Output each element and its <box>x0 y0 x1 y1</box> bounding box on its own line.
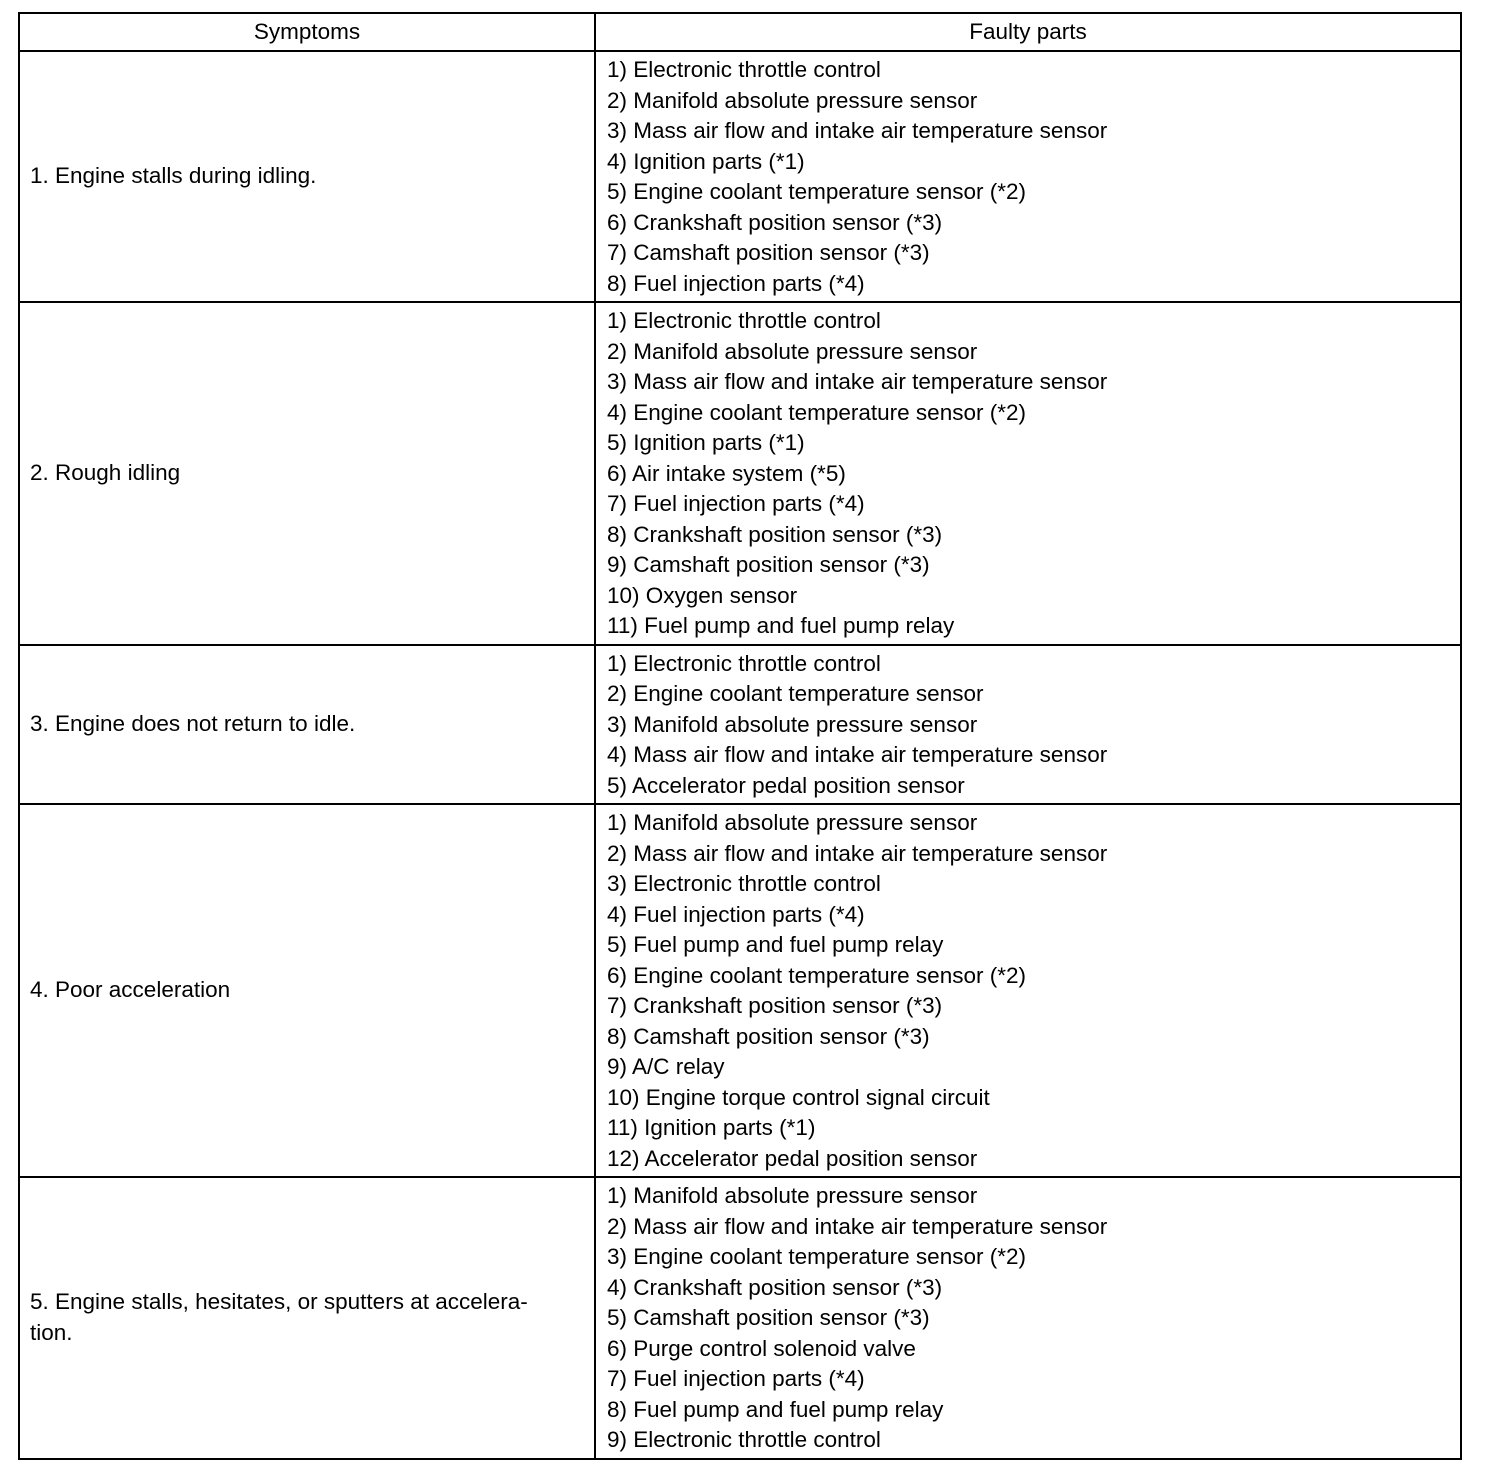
faulty-part-item: 1) Electronic throttle control <box>607 308 881 333</box>
faulty-part-item: 2) Manifold absolute pressure sensor <box>607 87 978 113</box>
faulty-part-item: 7) Fuel injection parts (*4) <box>607 1366 865 1391</box>
symptom-text: 4. Poor acceleration <box>30 977 231 1003</box>
symptom-text: 2. Rough idling <box>30 460 181 485</box>
faulty-part-item: 5) Accelerator pedal position sensor <box>607 772 965 798</box>
symptom-text-line: 5. Engine stalls, hesitates, or sputters at accelera- <box>30 1289 528 1315</box>
symptom-cell <box>19 804 595 1177</box>
faulty-part-item: 10) Engine torque control signal circuit <box>607 1084 990 1110</box>
faulty-part-item: 5) Ignition parts (*1) <box>607 430 805 455</box>
faulty-part-item: 1) Manifold absolute pressure sensor <box>607 1183 978 1208</box>
faulty-part-item: 2) Engine coolant temperature sensor <box>607 681 984 706</box>
faulty-part-item: 4) Crankshaft position sensor (*3) <box>607 1274 943 1300</box>
faulty-part-item: 5) Fuel pump and fuel pump relay <box>607 932 944 957</box>
faulty-part-item: 6) Engine coolant temperature sensor (*2) <box>607 962 1026 988</box>
faulty-parts-cell <box>595 302 1461 645</box>
faulty-parts-cell <box>595 804 1461 1177</box>
faulty-part-item: 1) Manifold absolute pressure sensor <box>607 810 978 835</box>
faulty-part-item: 4) Fuel injection parts (*4) <box>607 901 865 927</box>
header-row <box>19 13 1461 51</box>
table-row <box>19 1177 1461 1459</box>
faulty-part-item: 7) Camshaft position sensor (*3) <box>607 240 930 265</box>
faulty-parts-cell <box>595 645 1461 805</box>
table-row <box>19 645 1461 805</box>
faulty-part-item: 8) Camshaft position sensor (*3) <box>607 1023 930 1049</box>
faulty-part-item: 3) Mass air flow and intake air temperature sensor <box>607 369 1108 394</box>
faulty-part-item: 5) Engine coolant temperature sensor (*2) <box>607 179 1026 204</box>
symptoms-faulty-parts-table <box>18 12 1462 1460</box>
faulty-part-item: 2) Mass air flow and intake air temperature sensor <box>607 1213 1108 1239</box>
faulty-part-item: 6) Crankshaft position sensor (*3) <box>607 209 943 235</box>
symptom-cell <box>19 1177 595 1459</box>
faulty-part-item: 10) Oxygen sensor <box>607 582 798 608</box>
faulty-part-item: 7) Crankshaft position sensor (*3) <box>607 993 943 1018</box>
faulty-part-item: 7) Fuel injection parts (*4) <box>607 491 865 516</box>
faulty-part-item: 4) Engine coolant temperature sensor (*2) <box>607 399 1026 425</box>
symptom-text: 3. Engine does not return to idle. <box>30 711 356 736</box>
faulty-part-item: 11) Fuel pump and fuel pump relay <box>607 613 955 638</box>
header-symptoms: Symptoms <box>19 13 595 51</box>
faulty-part-item: 9) A/C relay <box>607 1054 725 1079</box>
faulty-parts-cell <box>595 1177 1461 1459</box>
faulty-part-item: 3) Electronic throttle control <box>607 871 881 896</box>
table-row <box>19 302 1461 645</box>
faulty-part-item: 5) Camshaft position sensor (*3) <box>607 1305 930 1330</box>
header-faulty-parts: Faulty parts <box>595 13 1461 51</box>
faulty-part-item: 12) Accelerator pedal position sensor <box>607 1145 978 1171</box>
faulty-part-item: 1) Electronic throttle control <box>607 57 881 82</box>
faulty-part-item: 9) Camshaft position sensor (*3) <box>607 552 930 577</box>
faulty-part-item: 2) Manifold absolute pressure sensor <box>607 338 978 364</box>
faulty-part-item: 3) Mass air flow and intake air temperature sensor <box>607 118 1108 143</box>
faulty-part-item: 11) Ignition parts (*1) <box>607 1115 816 1140</box>
faulty-parts-cell <box>595 51 1461 302</box>
faulty-part-item: 2) Mass air flow and intake air temperature sensor <box>607 840 1108 866</box>
symptom-cell <box>19 51 595 302</box>
faulty-part-item: 6) Air intake system (*5) <box>607 460 846 486</box>
faulty-part-item: 8) Fuel injection parts (*4) <box>607 270 865 296</box>
faulty-part-item: 8) Crankshaft position sensor (*3) <box>607 521 943 547</box>
table-row <box>19 51 1461 302</box>
faulty-part-item: 8) Fuel pump and fuel pump relay <box>607 1396 944 1422</box>
symptom-text-line: tion. <box>30 1319 73 1345</box>
table-row <box>19 804 1461 1177</box>
symptom-cell <box>19 645 595 805</box>
faulty-part-item: 9) Electronic throttle control <box>607 1427 881 1452</box>
symptom-text: 1. Engine stalls during idling. <box>30 163 317 189</box>
faulty-part-item: 4) Mass air flow and intake air temperature sensor <box>607 742 1108 767</box>
symptom-cell <box>19 302 595 645</box>
faulty-part-item: 3) Manifold absolute pressure sensor <box>607 711 978 737</box>
faulty-part-item: 4) Ignition parts (*1) <box>607 148 805 174</box>
faulty-part-item: 6) Purge control solenoid valve <box>607 1335 916 1361</box>
faulty-part-item: 1) Electronic throttle control <box>607 650 881 676</box>
faulty-part-item: 3) Engine coolant temperature sensor (*2) <box>607 1244 1026 1269</box>
